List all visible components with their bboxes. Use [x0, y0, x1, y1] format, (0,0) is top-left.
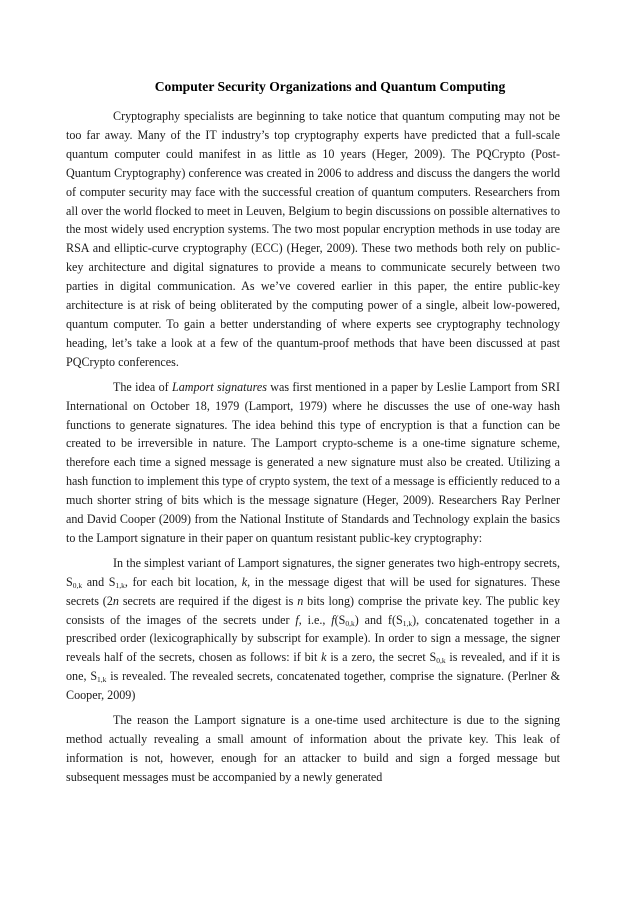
paragraph-lamport-quote — [66, 554, 560, 705]
quote-text: is a zero, the secret S — [326, 650, 437, 665]
page-title: Computer Security Organizations and Quantum Computing — [154, 79, 506, 94]
quote-text: and S — [82, 574, 116, 589]
subscript: 1,k — [97, 675, 107, 685]
math-var: f — [295, 612, 299, 627]
document-page — [66, 78, 560, 793]
quote-text: , in the message digest that will be used for signatures. These secrets (2 — [66, 574, 561, 608]
quote-text: In the simplest variant of Lamport signatures, the signer generates two high-entropy secrets, S — [66, 555, 560, 589]
quote-text: is revealed. The revealed secrets, concatenated together, comprise the signature. (Perlner & Cooper, 2009) — [66, 669, 560, 703]
math-var: n — [112, 593, 119, 608]
lamport-signatures-term: Lamport signatures — [171, 379, 267, 394]
math-var: k — [321, 650, 327, 665]
paragraph-one-time-reason: The reason the Lamport signature is a one-time used architecture is due to the signing method actually revealing a small amount of information about the private key. This leak of information is not, however, enough for an attacker to build and sign a forged message but subsequent messages must be accompanied by a newly generated — [66, 713, 560, 784]
p2-rest: was first mentioned in a paper by Leslie Lamport from SRI International on October 18, 1979 (Lamport, 1979) where he discusses the use of one-way hash functions to generate signatures. The idea behind this type of encryption is that a function can be created to be irreversible in nature. The Lamport crypto-scheme is a one-time signature scheme, therefore each time a signed message is generated a new signature must also be created. Utilizing a hash function to implement this type of crypto system, the text of a message is efficiently reduced to a much shorter string of bits which is the message signature (Heger, 2009). Researchers Ray Perlner and David Cooper (2009) from the National Institute of Standards and Technology explain the basics to the Lamport signature in their paper on quantum resistant public-key cryptography: — [66, 379, 561, 545]
quote-text: ) and f(S — [354, 612, 403, 627]
math-var: f — [331, 612, 335, 627]
quote-text: is revealed, and if it is one, S — [66, 650, 560, 684]
subscript: 0,k — [345, 618, 355, 628]
subscript: 1,k — [115, 580, 125, 590]
quote-text: (S — [334, 612, 346, 627]
math-var: k — [241, 574, 248, 589]
quote-text: , for each bit location, — [124, 574, 242, 589]
subscript: 0,k — [436, 656, 446, 666]
quote-text: ), concatenated together in a prescribed order (lexicographically by subscript for example). In order to sign a message, the signer reveals half of the secrets, chosen as follows: if bit — [66, 612, 560, 665]
quote-text: secrets are required if the digest is — [118, 593, 298, 608]
paragraph-lamport-intro — [66, 378, 560, 548]
quote-text: , i.e., — [298, 612, 332, 627]
p2-lead: The idea of — [113, 379, 172, 394]
subscript: 0,k — [72, 580, 83, 590]
paragraph-pqcrypto: Cryptography specialists are beginning to take notice that quantum computing may not be too far away. Many of the IT industry’s top cryptography experts have predicted that a full-scale quantum computer could manifest in as little as 10 years (Heger, 2009). The PQCrypto (Post-Quantum Cryptography) conference was created in 2006 to address and discuss the dangers the world of computer security may face with the successful creation of quantum computers. Researchers from all over the world flocked to meet in Leuven, Belgium to begin discussions on possible alternatives to the most widely used encryption systems. The two most popular encryption methods in use today are RSA and elliptic-curve cryptography (ECC) (Heger, 2009). These two methods both rely on public-key architecture and digital signatures to provide a means to communicate securely between two parties in digital communication. As we’ve covered earlier in this paper, the entire public-key architecture is at risk of being obliterated by the computing power of a single, albeit low-powered, quantum computer. To gain a better understanding of where experts see cryptography technology heading, let’s take a look at a few of the quantum-proof methods that have been discussed at past PQCrypto conferences. — [66, 109, 560, 369]
quote-text: bits long) comprise the private key. The public key consists of the images of the secrets under — [66, 593, 560, 627]
math-var: n — [297, 593, 304, 608]
subscript: 1,k — [402, 618, 413, 628]
